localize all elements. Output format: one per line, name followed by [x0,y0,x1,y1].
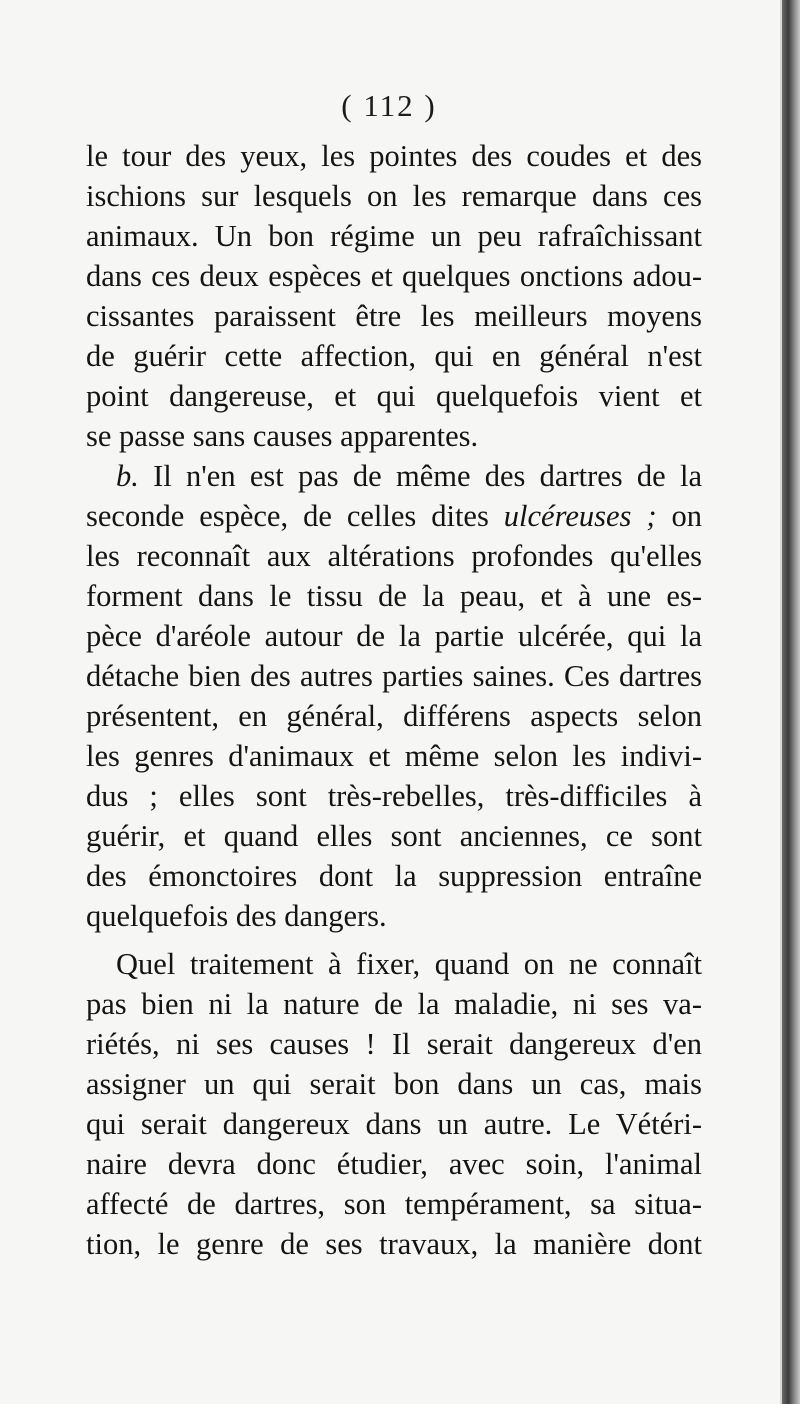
line-text: on [656,499,702,533]
text-line: pèce d'aréole autour de la partie ulcérée, qui la [86,619,702,653]
text-line: qui serait dangereux dans un autre. Le Vétéri- [86,1107,702,1141]
text-line: dus ; elles sont très-rebelles, très-difficiles à [86,779,702,813]
line-text: seconde espèce, de celles dites [86,499,504,533]
text-line: les reconnaît aux altérations profondes qu'elles [86,539,702,573]
text-line: présentent, en général, différens aspects selon [86,699,702,733]
italic-text: b. [116,459,139,493]
text-line: ischions sur lesquels on les remarque dans ces [86,179,702,213]
text-line: riétés, ni ses causes ! Il serait dangereux d'en [86,1027,702,1061]
body-text [86,136,702,1264]
text-line: Quel traitement à fixer, quand on ne connaît [116,947,702,981]
text-line: cissantes paraissent être les meilleurs moyens [86,299,702,333]
text-line: se passe sans causes apparentes. [86,419,479,453]
text-line: les genres d'animaux et même selon les indivi- [86,739,702,773]
book-edge [782,0,800,1404]
text-line [86,456,702,496]
text-line: des émonctoires dont la suppression entraîne [86,859,702,893]
text-line: point dangereuse, et qui quelquefois vient et [86,379,702,413]
text-line: tion, le genre de ses travaux, la manière dont [86,1227,702,1261]
text-line: animaux. Un bon régime un peu rafraîchissant [86,219,702,253]
italic-text: ulcéreuses ; [503,499,657,533]
text-line: détache bien des autres parties saines. Ces dartres [86,659,702,693]
paragraph-gap [86,936,702,944]
text-line: forment dans le tissu de la peau, et à une es- [86,579,702,613]
text-line: affecté de dartres, son tempérament, sa situa- [86,1187,702,1221]
text-line: le tour des yeux, les pointes des coudes et des [86,139,702,173]
text-line: assigner un qui serait bon dans un cas, mais [86,1067,702,1101]
text-line: dans ces deux espèces et quelques onctions adou- [86,259,702,293]
text-line: quelquefois des dangers. [86,899,387,933]
text-line: de guérir cette affection, qui en général n'est [86,339,702,373]
line-text: Il n'en est pas de même des dartres de la [138,459,702,493]
text-line: guérir, et quand elles sont anciennes, ce sont [86,819,702,853]
text-line [86,496,702,536]
text-line: pas bien ni la nature de la maladie, ni ses va- [86,987,702,1021]
page-number: ( 112 ) [341,88,437,123]
text-line: naire devra donc étudier, avec soin, l'animal [86,1147,702,1181]
